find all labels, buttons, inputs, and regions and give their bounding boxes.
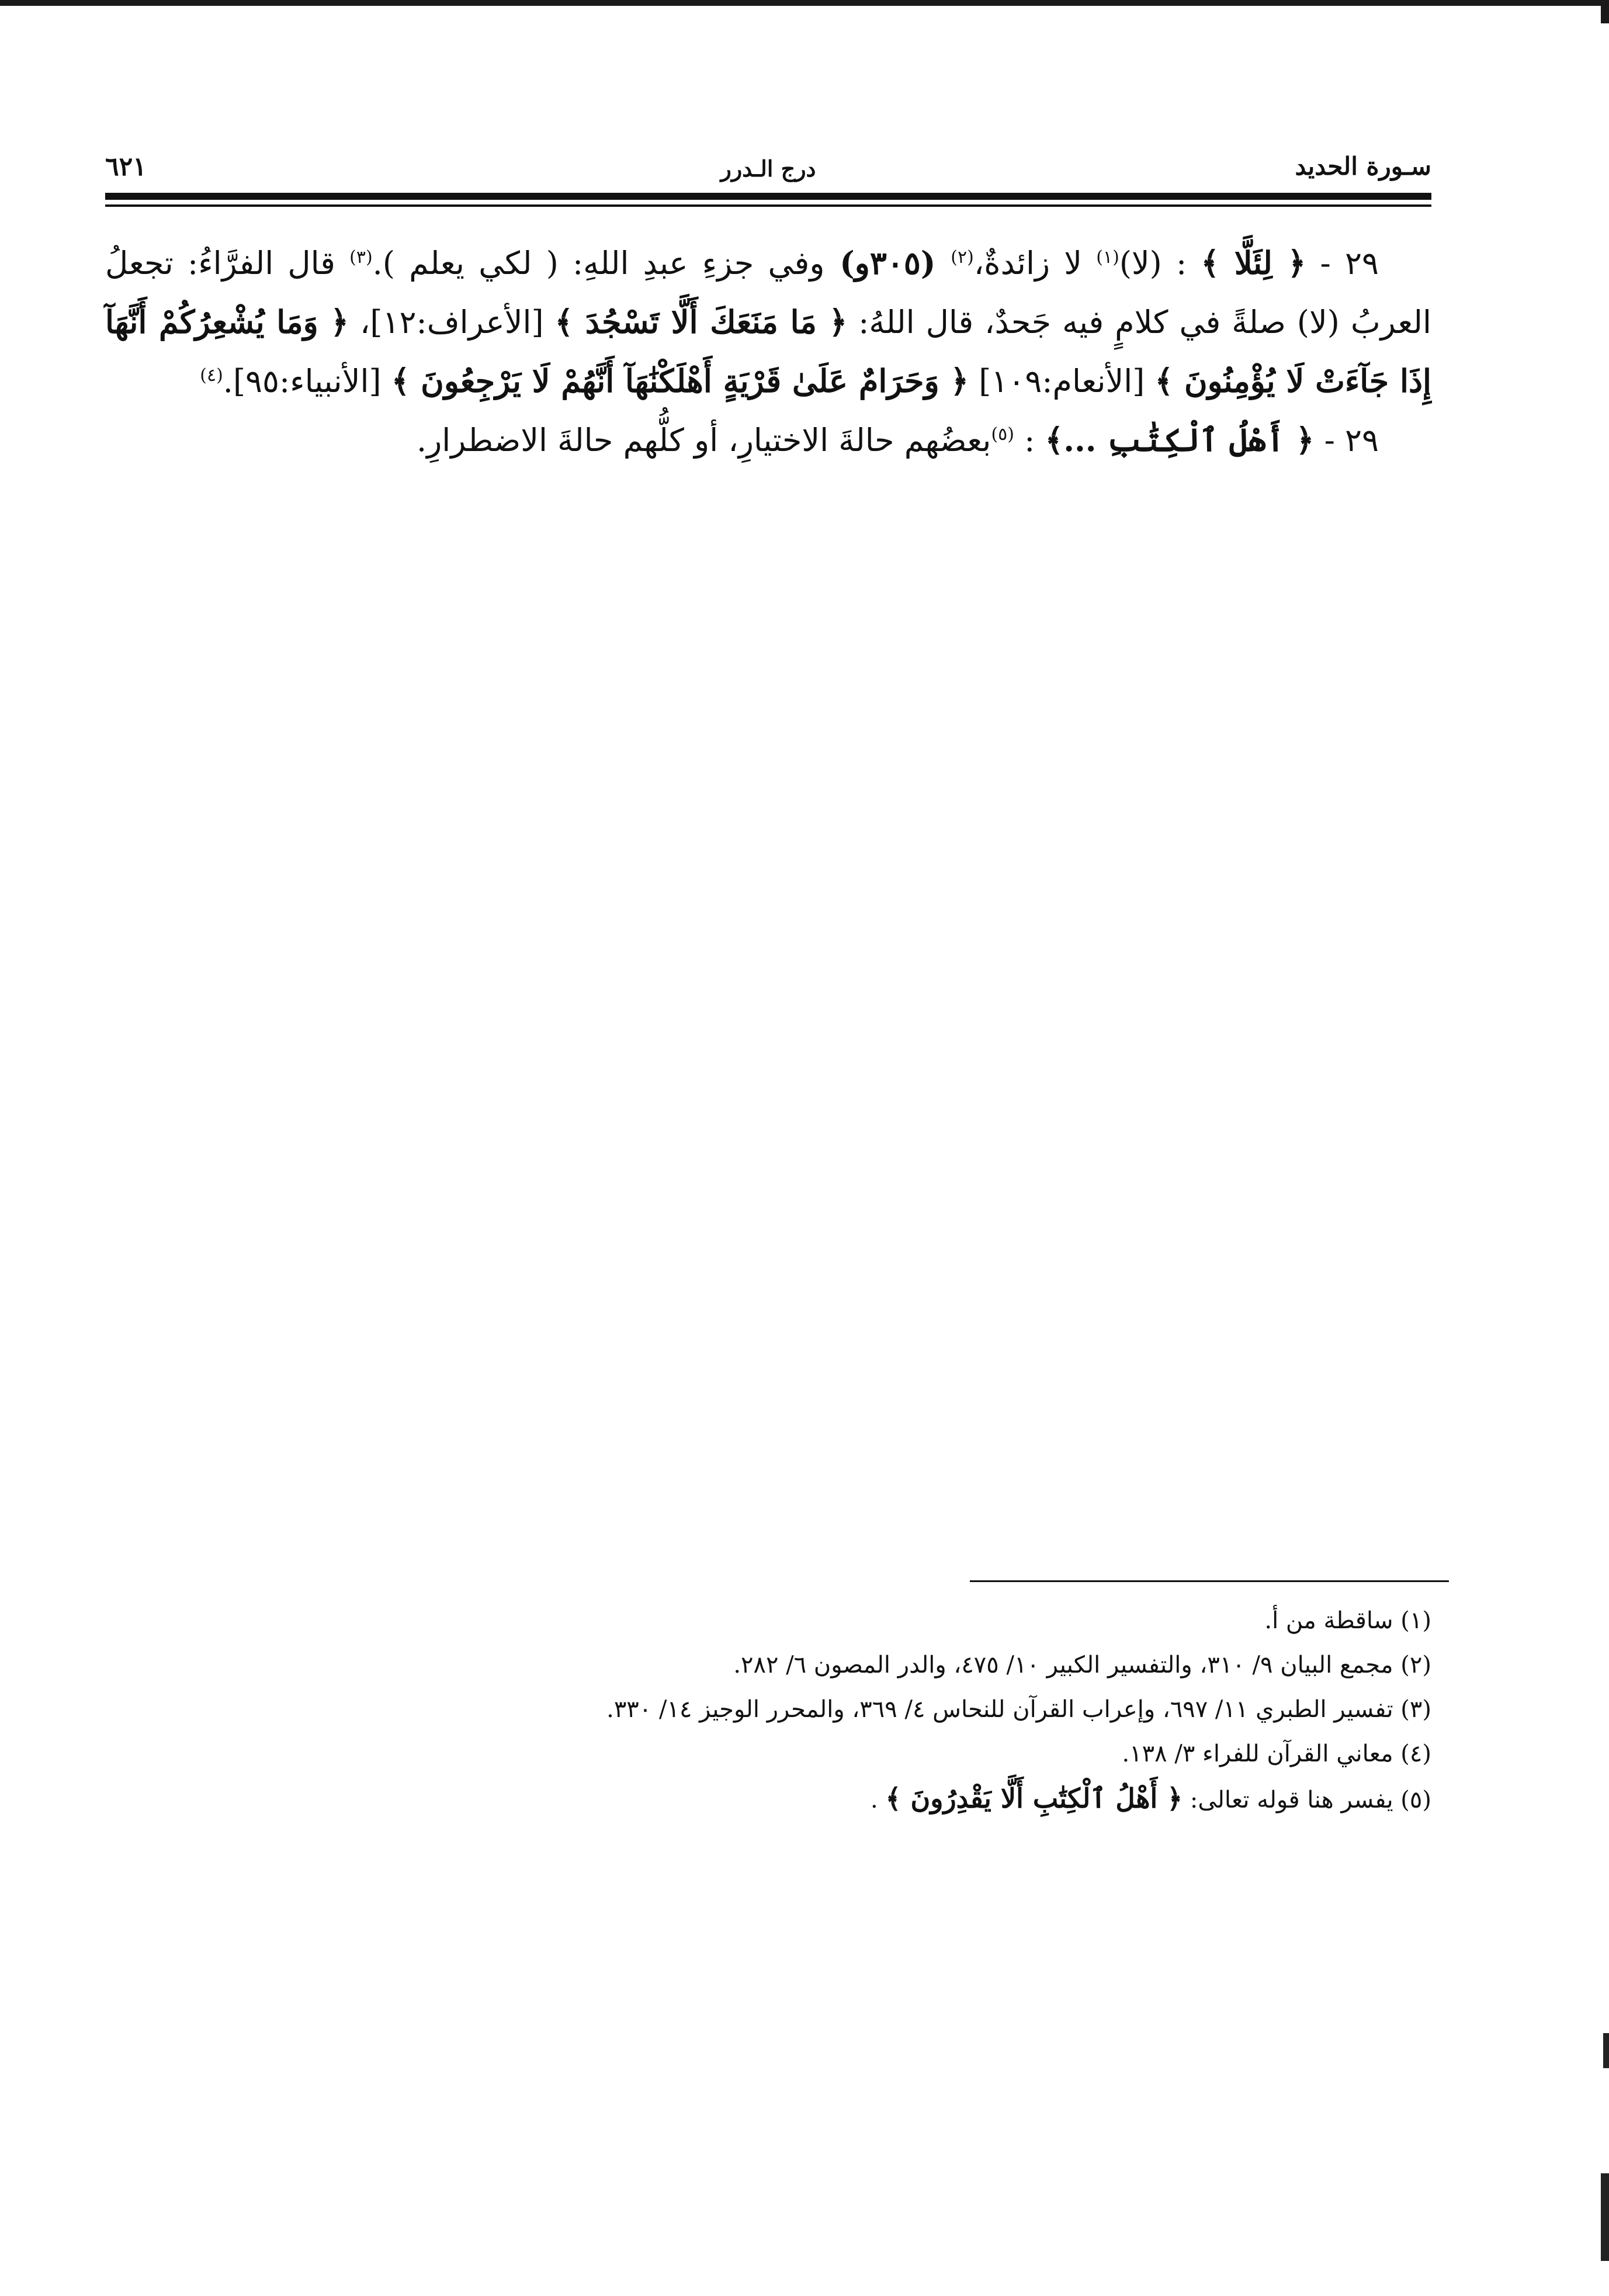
commentary-text: لا زائدةٌ، bbox=[973, 245, 1097, 282]
book-title: درج الـدرر bbox=[720, 155, 816, 182]
page-header bbox=[105, 140, 1431, 193]
scan-right-edge bbox=[1601, 6, 1609, 23]
footnote-5-text: (٥) يفسر هنا قوله تعالى: bbox=[1183, 1787, 1431, 1813]
footnote-ref: (٤) bbox=[200, 365, 223, 386]
footnote-ref: (٥) bbox=[991, 424, 1015, 445]
verse-citation: [الأنبياء:٩٥]. bbox=[223, 363, 391, 400]
footnote-5-end: . bbox=[871, 1787, 886, 1813]
quran-quote: ﴿ وَحَرَامٌ عَلَىٰ قَرْيَةٍ أَهْلَكْنَٰهَآ أَنَّهُمْ لَا يَرْجِعُونَ ﴾ bbox=[391, 362, 969, 400]
surah-title: سـورة الحديد bbox=[1295, 152, 1431, 181]
scan-top-edge bbox=[0, 0, 1609, 6]
commentary-text: : bbox=[1014, 422, 1045, 459]
footnote-1: (١) ساقطة من أ. bbox=[1264, 1607, 1431, 1634]
paragraph-ayah-29-b bbox=[105, 411, 1431, 470]
scan-binding-mark bbox=[1603, 2033, 1609, 2068]
footnotes bbox=[105, 1601, 1431, 1825]
scan-binding-mark bbox=[1601, 2173, 1609, 2261]
commentary-text: وفي جزءِ عبدِ اللهِ: ( لكي يعلم ). bbox=[372, 245, 825, 282]
header-rule-thick bbox=[105, 193, 1431, 200]
footnote-ref: (١) bbox=[1096, 247, 1119, 268]
ayah-number: ٢٩ - bbox=[1314, 422, 1379, 459]
quran-quote: ﴿ وَمَا يُشْعِرُكُمْ أَنَّهَآ إِذَا جَآءَتْ لَا يُؤْمِنُونَ ﴾ bbox=[105, 303, 1431, 400]
paragraph-ayah-29-a bbox=[105, 234, 1431, 411]
commentary-text: قال الفرَّاءُ: تجعلُ العربُ (لا) صلةً في كلامٍ فيه جَحدٌ، قال اللهُ: bbox=[105, 245, 1431, 341]
quran-quote: ﴿ أَهْلُ ٱلْكِتَٰبِ أَلَّا يَقْدِرُونَ ﴾ bbox=[885, 1782, 1183, 1814]
quran-quote: ﴿ أَهْلُ ٱلْكِتَٰبِ ...﴾ bbox=[1045, 421, 1315, 459]
page-number: ٦٢١ bbox=[105, 152, 147, 182]
manuscript-folio-ref: (٣٠٥و) bbox=[824, 244, 951, 282]
quran-quote: ﴿ مَا مَنَعَكَ أَلَّا تَسْجُدَ ﴾ bbox=[554, 303, 848, 341]
footnote-5 bbox=[105, 1778, 1431, 1820]
footnote-3: (٣) تفسير الطبري ١١/ ٦٩٧، وإعراب القرآن للنحاس ٤/ ٣٦٩، والمحرر الوجيز ١٤/ ٣٣٠. bbox=[606, 1696, 1431, 1723]
commentary-text: بعضُهم حالةَ الاختيارِ، أو كلُّهم حالةَ الاضطرارِ. bbox=[417, 422, 991, 459]
footnote-4: (٤) معاني القرآن للفراء ٣/ ١٣٨. bbox=[1122, 1740, 1431, 1767]
footnote-separator bbox=[970, 1580, 1449, 1582]
footnote-ref: (٣) bbox=[349, 247, 373, 268]
main-text bbox=[105, 234, 1431, 470]
footnote-ref: (٢) bbox=[951, 247, 974, 268]
commentary-text: : (لا) bbox=[1119, 245, 1201, 282]
header-rule-thin bbox=[105, 204, 1431, 207]
verse-citation: [الأنعام:١٠٩] bbox=[969, 363, 1155, 400]
verse-citation: [الأعراف:١٢]، bbox=[349, 304, 555, 341]
quran-quote: ﴿ لِئَلَّا ﴾ bbox=[1201, 244, 1306, 282]
footnote-2: (٢) مجمع البيان ٩/ ٣١٠، والتفسير الكبير ١٠/ ٤٧٥، والدر المصون ٦/ ٢٨٢. bbox=[733, 1652, 1431, 1678]
ayah-number: ٢٩ - bbox=[1306, 245, 1379, 282]
